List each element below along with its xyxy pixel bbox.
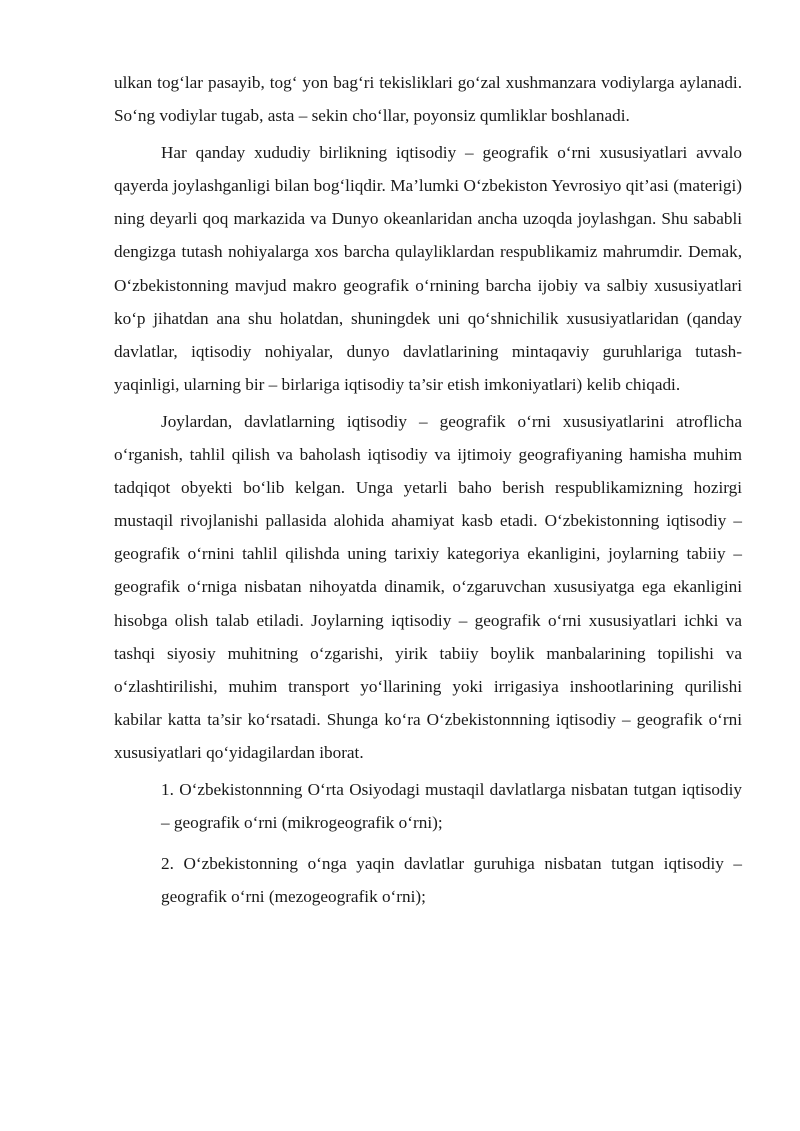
paragraph-continuation: ulkan tog‘lar pasayib, tog‘ yon bag‘ri tekisliklari go‘zal xushmanzara vodiylarga aylanadi. So‘ng vodiylar tugab, asta – sekin cho‘llar, poyonsiz qumliklar boshlanadi. bbox=[114, 73, 742, 126]
list-item: 2. O‘zbekistonning o‘nga yaqin davlatlar guruhiga nisbatan tutgan iqtisodiy – geografik o‘rni (mezogeografik o‘rni); bbox=[161, 854, 742, 907]
numbered-list bbox=[114, 773, 742, 913]
document-page bbox=[114, 66, 742, 921]
paragraph-location-features: Har qanday xududiy birlikning iqtisodiy – geografik o‘rni xususiyatlari avvalo qayerda joylashganligi bilan bog‘liqdir. Ma’lumki O‘zbekiston Yevrosiyo qit’asi (materigi) ning deyarli qoq markazida va Dunyo okeanlaridan ancha uzoqda joylashgan. Shu sababli dengizga tutash nohiyalarga xos barcha qulayliklardan respublikamiz mahrumdir. Demak, O‘zbekistonning mavjud makro geografik o‘rnining barcha ijobiy va salbiy xususiyatlari ko‘p jihatdan ana shu holatdan, shuningdek uni qo‘shnichilik xususiyatlaridan (qanday davlatlar, iqtisodiy nohiyalar, dunyo davlatlarining mintaqaviy guruhlariga tutash-yaqinligi, ularning bir – birlariga iqtisodiy ta’sir etish imkoniyatlari) kelib chiqadi. bbox=[114, 143, 742, 394]
paragraph-economic-geography: Joylardan, davlatlarning iqtisodiy – geografik o‘rni xususiyatlarini atroflicha o‘rganish, tahlil qilish va baholash iqtisodiy va ijtimoiy geografiyaning hamisha muhim tadqiqot obyekti bo‘lib kelgan. Unga yetarli baho berish respublikamizning hozirgi mustaqil rivojlanishi pallasida alohida ahamiyat kasb etadi. O‘zbekistonning iqtisodiy – geografik o‘rnini tahlil qilishda uning tarixiy kategoriya ekanligini, joylarning tabiiy – geografik o‘rniga nisbatan nihoyatda dinamik, o‘zgaruvchan xususiyatga ega ekanligini hisobga olish talab etiladi. Joylarning iqtisodiy – geografik o‘rni xususiyatlari ichki va tashqi siyosiy muhitning o‘zgarishi, yirik tabiiy boylik manbalarining topilishi va o‘zlashtirilishi, muhim transport yo‘llarining yoki irrigasiya inshootlarining qurilishi kabilar katta ta’sir ko‘rsatadi. Shunga ko‘ra O‘zbekistonnning iqtisodiy – geografik o‘rni xususiyatlari qo‘yidagilardan iborat. bbox=[114, 411, 742, 762]
list-item: 1. O‘zbekistonnning O‘rta Osiyodagi mustaqil davlatlarga nisbatan tutgan iqtisodiy – geografik o‘rni (mikrogeografik o‘rni); bbox=[161, 779, 742, 833]
